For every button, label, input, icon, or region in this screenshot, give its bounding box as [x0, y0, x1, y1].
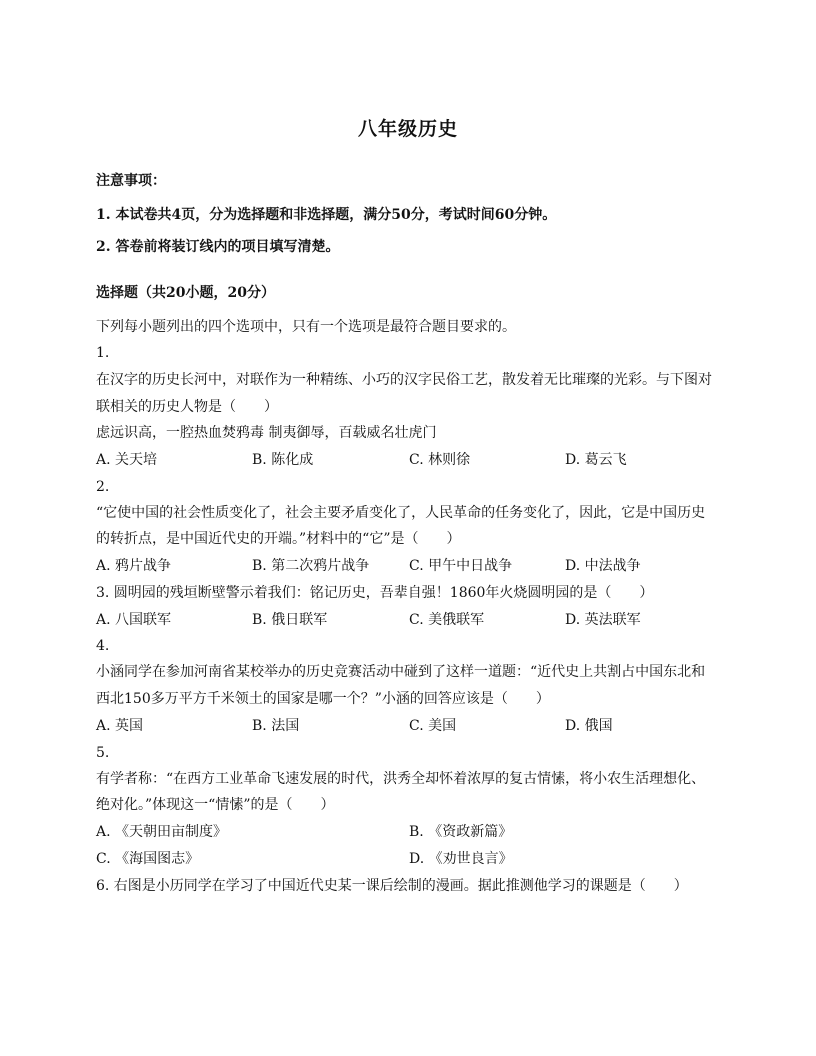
option-d: D. 《劝世良言》: [409, 851, 513, 867]
section-heading: 选择题（共20小题，20分）: [96, 285, 275, 301]
option-c: C. 林则徐: [409, 452, 471, 468]
option-b: B. 俄日联军: [252, 612, 328, 628]
option-a: A. 关天培: [96, 452, 158, 468]
option-b: B. 第二次鸦片战争: [252, 558, 370, 574]
question-stem: 的转折点，是中国近代史的开端。”材料中的“它”是（ ）: [96, 531, 461, 547]
question-stem: 有学者称：“在西方工业革命飞速发展的时代，洪秀全却怀着浓厚的复古情愫，将小农生活理想化、: [96, 771, 706, 787]
question-number: 4.: [96, 638, 110, 654]
option-d: D. 英法联军: [565, 612, 641, 628]
option-a: A. 《天朝田亩制度》: [96, 824, 228, 840]
option-a: A. 鸦片战争: [96, 558, 172, 574]
option-d: D. 中法战争: [565, 558, 641, 574]
option-c: C. 甲午中日战争: [409, 558, 513, 574]
option-c: C. 美国: [409, 718, 457, 734]
option-b: B. 法国: [252, 718, 300, 734]
page-title: 八年级历史: [357, 118, 458, 140]
question-stem: 小涵同学在参加河南省某校举办的历史竞赛活动中碰到了这样一道题：“近代史上共割占中国东北和: [96, 664, 706, 680]
option-c: C. 《海国图志》: [96, 851, 200, 867]
option-b: B. 《资政新篇》: [409, 824, 513, 840]
question-stem: 西北150多万平方千米领土的国家是哪一个？”小涵的回答应该是（ ）: [96, 691, 550, 707]
option-c: C. 美俄联军: [409, 612, 485, 628]
couplet-text: 虑远识高，一腔热血焚鸦毒 制夷御辱，百载威名壮虎门: [96, 425, 437, 441]
notice-item: 1. 本试卷共4页，分为选择题和非选择题，满分50分，考试时间60分钟。: [96, 207, 557, 223]
option-b: B. 陈化成: [252, 452, 314, 468]
question-stem: 6. 右图是小历同学在学习了中国近代史某一课后绘制的漫画。据此推测他学习的课题是（ ）: [96, 878, 688, 894]
question-stem: 在汉字的历史长河中，对联作为一种精练、小巧的汉字民俗工艺，散发着无比璀璨的光彩。与下图对: [96, 372, 712, 388]
option-a: A. 八国联军: [96, 612, 172, 628]
question-stem: 3. 圆明园的残垣断壁警示着我们：铭记历史，吾辈自强！1860年火烧圆明园的是（ ）: [96, 585, 654, 601]
question-stem: “它使中国的社会性质变化了，社会主要矛盾变化了，人民革命的任务变化了，因此，它是中国历史: [96, 505, 706, 521]
question-number: 5.: [96, 745, 110, 761]
notice-heading: 注意事项：: [96, 173, 166, 189]
option-a: A. 英国: [96, 718, 144, 734]
question-stem: 联相关的历史人物是（ ）: [96, 399, 278, 415]
notice-item: 2. 答卷前将装订线内的项目填写清楚。: [96, 239, 340, 255]
option-d: D. 葛云飞: [565, 452, 627, 468]
section-instruction: 下列每小题列出的四个选项中，只有一个选项是最符合题目要求的。: [96, 319, 516, 335]
question-number: 2.: [96, 479, 110, 495]
question-number: 1.: [96, 345, 110, 361]
option-d: D. 俄国: [565, 718, 613, 734]
question-stem: 绝对化。”体现这一“情愫”的是（ ）: [96, 797, 335, 813]
